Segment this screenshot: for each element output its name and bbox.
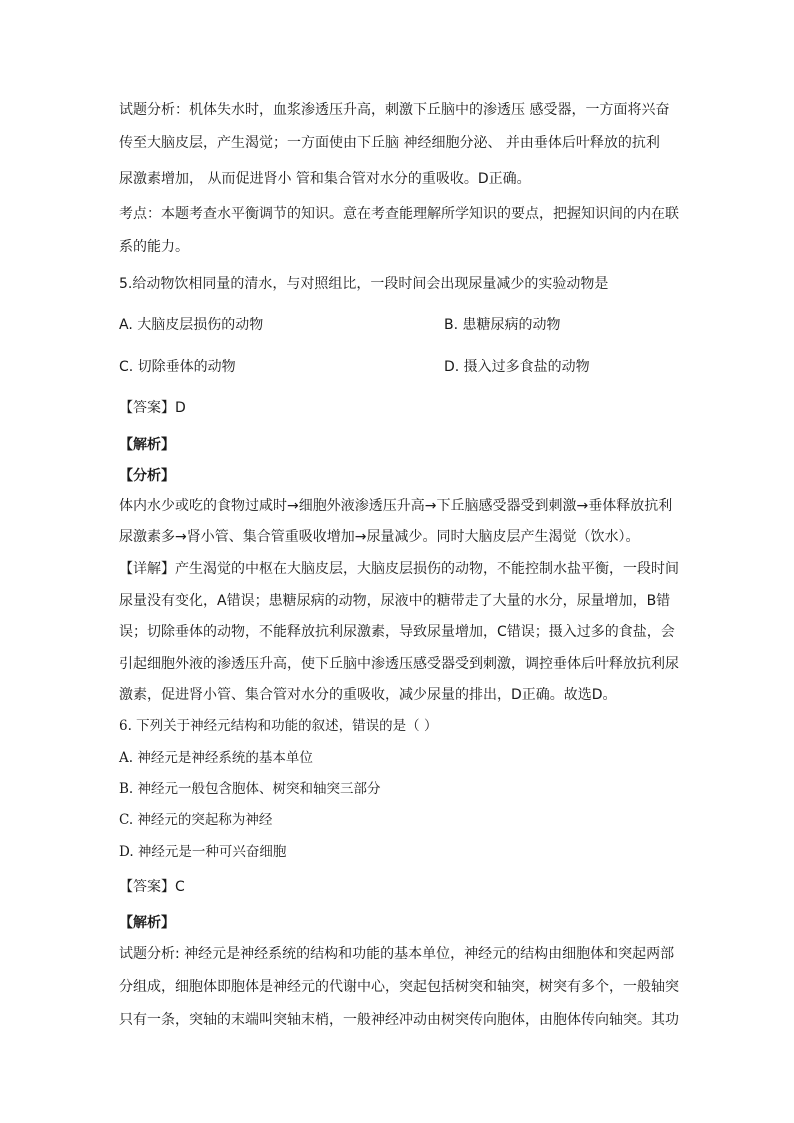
kaodian-line-1: 考点：本题考查水平衡调节的知识。意在考查能理解所学知识的要点，把握知识间的内在联 [119, 206, 679, 222]
q5-option-d: D. 摄入过多食盐的动物 [444, 359, 590, 375]
q5-jiexi-heading: 【解析】 [119, 437, 175, 453]
q5-detail-line-2: 尿量没有变化，A错误；患糖尿病的动物，尿液中的糖带走了大量的水分，尿量增加，B错 [119, 593, 671, 609]
q5-fenxi-heading: 【分析】 [119, 468, 175, 484]
q6-analysis-line-3: 只有一条，突轴的末端叫突轴末梢，一般神经冲动由树突传向胞体，由胞体传向轴突。其功 [119, 1012, 679, 1028]
q6-answer: 【答案】C [119, 879, 185, 895]
q5-detail-line-1: 【详解】产生渴觉的中枢在大脑皮层，大脑皮层损伤的动物，不能控制水盐平衡，一段时间 [119, 561, 679, 577]
q6-option-a: A. 神经元是神经系统的基本单位 [119, 750, 313, 766]
q6-option-d: D. 神经元是一种可兴奋细胞 [119, 844, 287, 860]
q6-option-c: C. 神经元的突起称为神经 [119, 812, 273, 828]
question-5-stem: 5.给动物饮相同量的清水，与对照组比，一段时间会出现尿量减少的实验动物是 [119, 276, 609, 292]
kaodian-line-2: 系的能力。 [119, 239, 189, 255]
analysis-line-3: 尿激素增加， 从而促进肾小 管和集合管对水分的重吸收。D正确。 [119, 171, 531, 187]
q5-fenxi-line-2: 尿激素多→肾小管、集合管重吸收增加→尿量减少。同时大脑皮层产生渴觉（饮水）。 [119, 529, 640, 545]
q5-fenxi-line-1: 体内水少或吃的食物过咸时→细胞外液渗透压升高→下丘脑感受器受到刺激→垂体释放抗利 [119, 498, 673, 514]
q5-detail-line-3: 误；切除垂体的动物，不能释放抗利尿激素，导致尿量增加，C错误；摄入过多的食盐，会 [119, 624, 675, 640]
q5-option-a: A. 大脑皮层损伤的动物 [119, 317, 264, 333]
question-6-stem: 6. 下列关于神经元结构和功能的叙述，错误的是（ ） [119, 718, 438, 734]
q6-analysis-line-2: 分组成，细胞体即胞体是神经元的代谢中心，突起包括树突和轴突，树突有多个，一般轴突 [119, 979, 679, 995]
q5-detail-line-4: 引起细胞外液的渗透压升高，使下丘脑中渗透压感受器受到刺激，调控垂体后叶释放抗利尿 [119, 656, 679, 672]
analysis-line-1: 试题分析：机体失水时，血浆渗透压升高，刺激下丘脑中的渗透压 感受器，一方面将兴奋 [119, 102, 670, 118]
q5-option-c: C. 切除垂体的动物 [119, 359, 236, 375]
q5-answer: 【答案】D [119, 400, 186, 416]
analysis-line-2: 传至大脑皮层，产生渴觉；一方面使由下丘脑 神经细胞分泌、 并由垂体后叶释放的抗利 [119, 135, 660, 151]
q5-detail-line-5: 激素，促进肾小管、集合管对水分的重吸收，减少尿量的排出，D正确。故选D。 [119, 687, 617, 703]
q5-option-b: B. 患糖尿病的动物 [444, 317, 561, 333]
q6-analysis-line-1: 试题分析: 神经元是神经系统的结构和功能的基本单位，神经元的结构由细胞体和突起两部 [119, 946, 675, 962]
q6-jiexi-heading: 【解析】 [119, 915, 175, 931]
q6-option-b: B. 神经元一般包含胞体、树突和轴突三部分 [119, 781, 381, 797]
